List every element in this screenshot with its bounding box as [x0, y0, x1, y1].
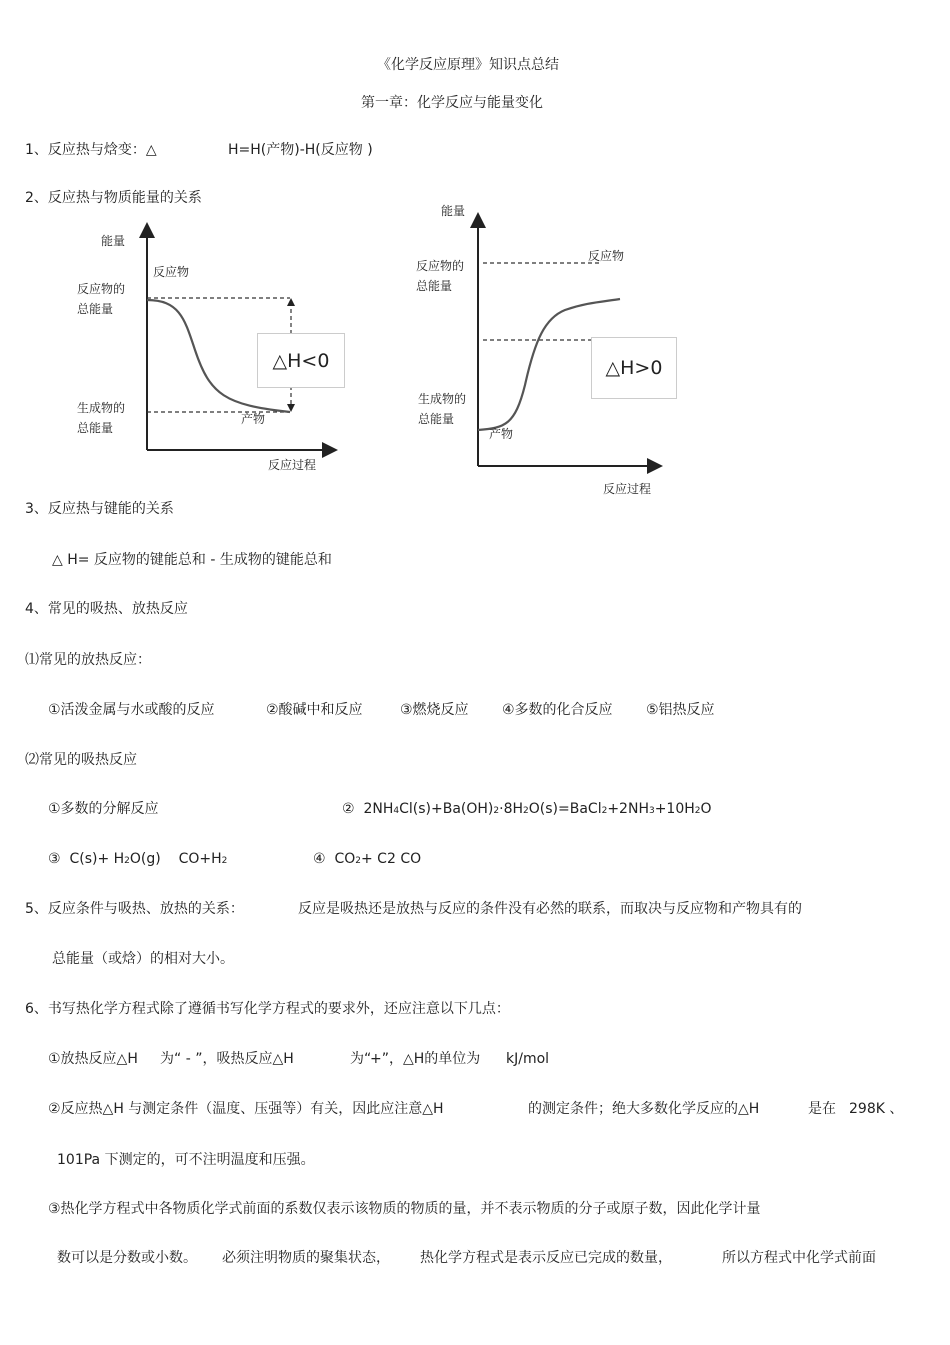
- right-product-label: 产物: [489, 427, 514, 441]
- s6-label: 6、书写热化学方程式除了遵循书写化学方程式的要求外，还应注意以下几点：: [25, 1001, 510, 1017]
- s3-formula: △ H= 反应物的键能总和 - 生成物的键能总和: [52, 552, 332, 568]
- s5-label: 5、反应条件与吸热、放热的关系：: [25, 901, 244, 917]
- s6-p3-e: 所以方程式中化学式前面: [722, 1250, 876, 1266]
- s6-p1-d: +”，△H的单位为: [370, 1051, 481, 1067]
- s6-p1-e: kJ/mol: [506, 1051, 550, 1067]
- endo-item-1: ①多数的分解反应: [48, 801, 159, 817]
- endo-item-3: ③ C(s)+ H2O(g) CO+H2: [48, 851, 228, 867]
- left-dh-label: △H<0: [272, 349, 330, 372]
- s6-p3-c: 必须注明物质的聚集状态，: [222, 1250, 390, 1266]
- exo-item: ④多数的化合反应: [502, 702, 613, 718]
- s6-p2-d: 298K 、: [849, 1101, 904, 1117]
- s4-label: 4、常见的吸热、放热反应: [25, 601, 188, 617]
- chapter-title: 第一章：化学反应与能量变化: [361, 95, 543, 111]
- s6-p2-b: 的测定条件；绝大多数化学反应的△H: [528, 1101, 760, 1117]
- s1-label: 1、反应热与焓变：△: [25, 142, 157, 158]
- s6-p1-c: 为“: [350, 1051, 372, 1067]
- exo-item: ③燃烧反应: [400, 702, 469, 718]
- s5-text-1: 反应是吸热还是放热与反应的条件没有必然的联系，而取决与反应物和产物具有的: [298, 901, 802, 917]
- right-ylabel: 能量: [441, 204, 466, 218]
- endo-item-4: ④ CO2+ C2 CO: [313, 851, 422, 867]
- right-reactant-total-1: 反应物的: [416, 259, 465, 273]
- right-xlabel: 反应过程: [603, 482, 652, 496]
- right-product-total-2: 总能量: [418, 412, 455, 426]
- left-reactant-label: 反应物: [153, 265, 190, 279]
- right-reactant-total-2: 总能量: [416, 279, 453, 293]
- right-product-total-1: 生成物的: [418, 392, 467, 406]
- s6-p2-e: 101Pa 下测定的，可不注明温度和压强。: [57, 1152, 315, 1168]
- left-ylabel: 能量: [101, 234, 126, 248]
- exo-title: ⑴常见的放热反应：: [25, 652, 151, 668]
- doc-title: 《化学反应原理》知识点总结: [377, 57, 559, 73]
- s6-p3-a: ③热化学方程式中各物质化学式前面的系数仅表示该物质的物质的量，并不表示物质的分子或原子数，因此化学计量: [48, 1201, 761, 1217]
- right-dh-label: △H>0: [605, 357, 663, 379]
- left-reactant-total-2: 总能量: [77, 302, 114, 316]
- left-xlabel: 反应过程: [268, 458, 317, 472]
- left-product-label: 产物: [241, 412, 266, 426]
- s2-label: 2、反应热与物质能量的关系: [25, 190, 202, 206]
- left-product-total-1: 生成物的: [77, 401, 126, 415]
- s6-p2-c: 是在: [808, 1101, 836, 1117]
- s6-p3-b: 数可以是分数或小数。: [57, 1250, 197, 1266]
- s6-p2-a: ②反应热△H 与测定条件（温度、压强等）有关，因此应注意△H: [48, 1101, 444, 1117]
- s6-p3-d: 热化学方程式是表示反应已完成的数量，: [420, 1250, 672, 1266]
- energy-diagrams: [0, 0, 950, 520]
- left-product-total-2: 总能量: [77, 421, 114, 435]
- s6-p1-a: ①放热反应△H: [48, 1051, 138, 1067]
- endo-item-2: ② 2NH4Cl(s)+Ba(OH)2·8H2O(s)=BaCl2+2NH3+10H2O: [342, 801, 712, 817]
- endo-title: ⑵常见的吸热反应: [25, 752, 137, 768]
- right-reactant-label: 反应物: [588, 249, 625, 263]
- exo-item: ②酸碱中和反应: [266, 702, 363, 718]
- right-dh-box: [591, 337, 677, 399]
- s3-label: 3、反应热与键能的关系: [25, 501, 174, 517]
- left-reactant-total-1: 反应物的: [77, 282, 126, 296]
- s6-p1-b: 为“ - ”，吸热反应△H: [160, 1051, 294, 1067]
- exo-item: ⑤铝热反应: [646, 702, 715, 718]
- exo-item: ①活泼金属与水或酸的反应: [48, 702, 215, 718]
- left-dh-box: [257, 333, 345, 388]
- s5-text-2: 总能量（或焓）的相对大小。: [52, 951, 234, 967]
- s1-formula: H=H(产物)-H(反应物 ): [228, 142, 373, 158]
